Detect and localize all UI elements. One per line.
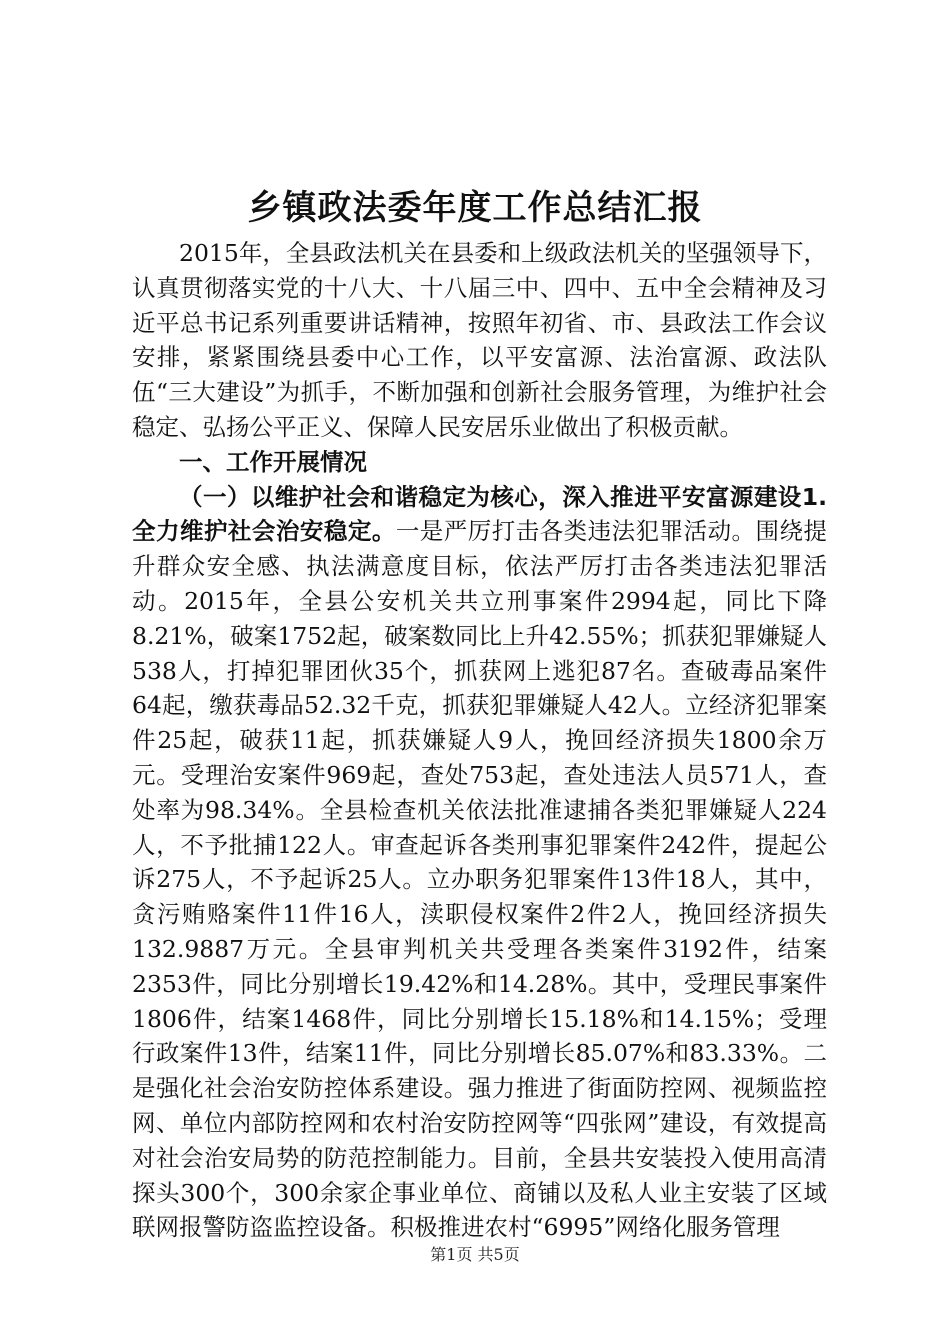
document-title: 乡镇政法委年度工作总结汇报 — [247, 188, 703, 228]
subsection-paragraph — [132, 480, 827, 1246]
document-body — [132, 236, 827, 1245]
item-lead: 1.全力维护社会治安稳定。 — [132, 482, 827, 546]
item-text: 一是严厉打击各类违法犯罪活动。围绕提升群众安全感、执法满意度目标，依法严厉打击各类违法犯罪活动。2015年，全县公安机关共立刑事案件2994起，同比下降8.21%，破案1752起，破案数同比上升42.55%；抓获犯罪嫌疑人538人，打掉犯罪团伙35个，抓获网上逃犯87名。查破毒品案件64起，缴获毒品52.32千克，抓获犯罪嫌疑人42人。立经济犯罪案件25起，破获11起，抓获嫌疑人9人，挽回经济损失1800余万元。受理治安案件969起，查处753起，查处违法人员571人，查处率为98.34%。全县检查机关依法批准逮捕各类犯罪嫌疑人224人，不予批捕122人。审查起诉各类刑事犯罪案件242件，提起公诉275人，不予起诉25人。立办职务犯罪案件13件18人，其中，贪污贿赂案件11件16人，渎职侵权案件2件2人，挽回经济损失132.9887万元。全县审判机关共受理各类案件3192件，结案2353件，同比分别增长19.42%和14.28%。其中，受理民事案件1806件，结案1468件，同比分别增长15.18%和14.15%；受理行政案件13件，结案11件，同比分别增长85.07%和83.33%。二是强化社会治安防控体系建设。强力推进了街面防控网、视频监控网、单位内部防控网和农村治安防控网等“四张网”建设，有效提高对社会治安局势的防范控制能力。目前，全县共安装投入使用高清探头300个，300余家企事业单位、商铺以及私人业主安装了区域联网报警防盗监控设备。积极推进农村“6995”网络化服务管理 — [132, 517, 828, 1242]
section-heading: 一、工作开展情况 — [179, 447, 367, 476]
page-number: 第1页 共5页 — [430, 1245, 520, 1264]
intro-paragraph: 2015年，全县政法机关在县委和上级政法机关的坚强领导下，认真贯彻落实党的十八大、十八届三中、四中、五中全会精神及习近平总书记系列重要讲话精神，按照年初省、市、县政法工作会议安排，紧紧围绕县委中心工作，以平安富源、法治富源、政法队伍“三大建设”为抓手，不断加强和创新社会服务管理，为维护社会稳定、弘扬公平正义、保障人民安居乐业做出了积极贡献。 — [132, 239, 827, 441]
subsection-heading: （一）以维护社会和谐稳定为核心，深入推进平安富源建设 — [179, 482, 802, 511]
